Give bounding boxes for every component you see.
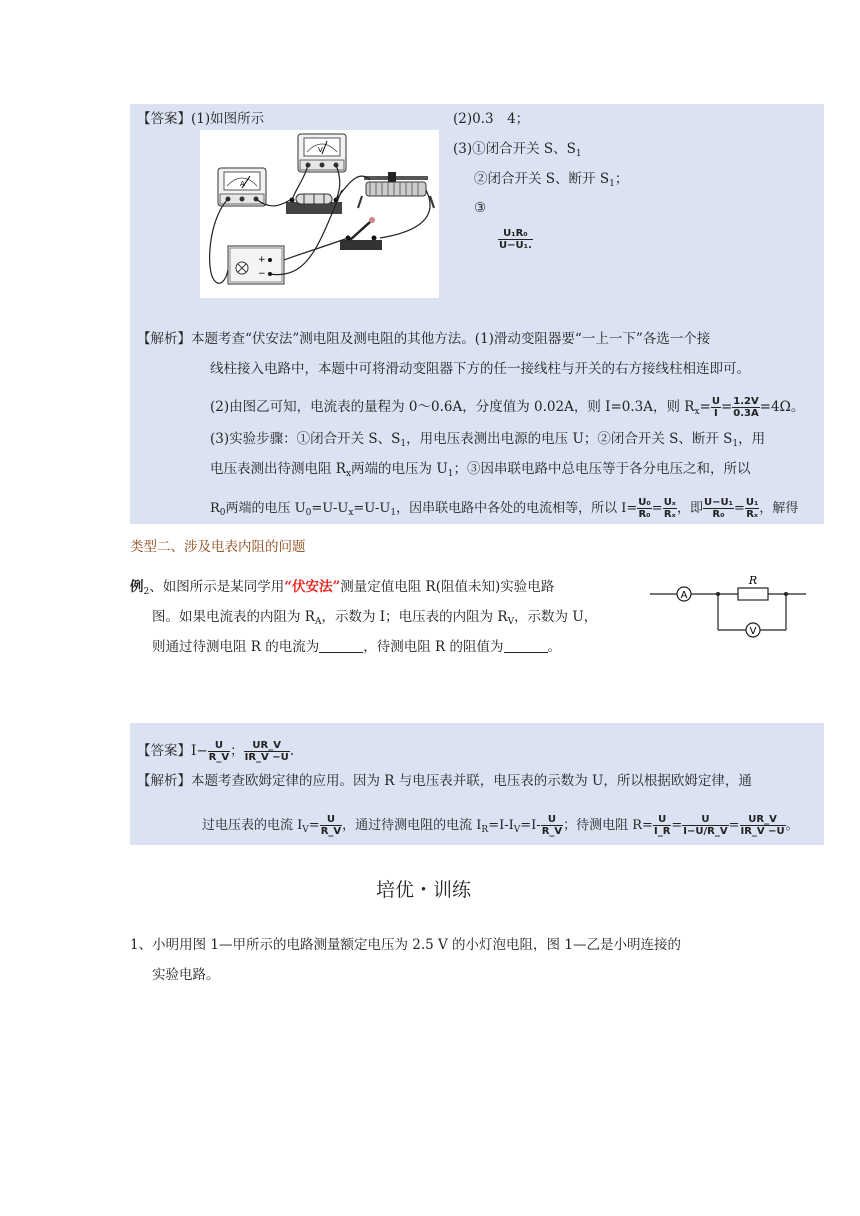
example-label: 例 [130,579,144,595]
text: ，因串联电路中各处的电流相等，所以 I= [396,501,638,516]
fraction-denominator: R₀ [712,509,725,520]
answer1-p3-text: (3)①闭合开关 S、S [453,141,576,157]
analysis1-line4 [210,430,765,453]
text: R [210,501,220,516]
analysis1-line6: $R_0$两端的电压 $U_0=U-U_x=U-U_1$，因串联电路中各处的电流相等，所以 I= $\frac{\text{U₀}}{\text{R₀}}$ = $\frac{\text{Uₓ}}{\text{Rₓ}}$ ，即 $\frac{\text{U−U₁}}{\text{R₀}}$ = $\frac{\text{U₁}}{\text{Rₓ}}$ ，解得 [210,497,799,520]
answer1-p3 [453,140,582,163]
text: ；待测电阻 R= [563,818,653,833]
circuit-photo [200,130,439,298]
text: ，即 [676,501,703,516]
ammeter-icon [218,168,266,206]
subscript: V [507,617,515,627]
text: ，示数为 I；电压表的内阻为 R [321,609,508,625]
subscript: 1 [447,469,454,479]
text: ； [230,743,244,759]
fraction-denominator: I [714,408,718,419]
subscript: 1 [732,439,739,449]
example2-line1 [130,578,554,601]
voltmeter-icon [298,134,346,172]
subscript: x [345,469,352,479]
subscript: A [314,617,322,627]
text: 电压表测出待测电阻 R [210,461,346,477]
answer2-line [137,740,294,763]
fraction [663,497,677,520]
circuit-diagram [648,574,808,644]
battery-box-icon [228,246,284,284]
subscript: 0 [219,508,226,518]
fraction [682,814,728,837]
text: 两端的电压为 U [351,461,448,477]
fraction [711,396,721,419]
fraction-numerator: U [541,814,563,826]
fraction-denominator: R_V [541,826,563,837]
text: ，示数为 U， [514,609,598,625]
analysis1-line2: 线柱接入电路中，本题中可将滑动变阻器下方的任一接线柱与开关的右方接线柱相连即可。 [210,361,750,377]
answer1-step2 [474,170,628,193]
example2-line3 [152,638,561,656]
voltmeter-symbol-label: V [749,626,757,637]
analysis1-result: =4Ω。 [759,399,805,415]
fraction-denominator: R₀ [638,509,651,520]
fraction-numerator: 1.2V [733,396,759,407]
text: ，待测电阻 R 的阻值为 [363,639,504,655]
fraction-denominator: I_R [653,826,671,837]
fraction-numerator: Uₓ [663,497,676,508]
text: ；③因串联电路中总电压等于各分电压之和，所以 [453,461,751,477]
text: . [289,743,295,759]
analysis1-text3: (2)由图乙可知，电流表的量程为 0～0.6A，分度值为 0.02A，则 I=0.3A，则 R [210,399,695,415]
answer-tag: 【答案】 [137,111,191,127]
fraction [208,740,230,763]
analysis1-line5 [210,460,750,483]
highlight-term: “伏安法” [284,579,341,595]
text: ，通过待测电阻的电流 I [342,818,482,833]
text: ，用电压表测出电源的电压 U；②闭合开关 S、断开 S [406,431,733,447]
text: = [308,818,320,833]
fraction-denominator: 0.3A [733,408,759,419]
type2-heading: 类型二、涉及电表内阻的问题 [130,539,306,555]
fraction-numerator: U [711,396,720,407]
question1-line1: 1、小明用图 1—甲所示的电路测量额定电压为 2.5 V 的小灯泡电阻，图 1—乙是小明连接的 [130,937,681,953]
fraction [244,740,290,763]
subscript: 1 [575,149,582,159]
fraction-denominator: U−U₁. [499,240,532,251]
text: 两端的电压 U [225,501,306,516]
fraction-numerator: U [653,814,671,826]
fraction-numerator: U₀ [638,497,651,508]
analysis1-line1 [137,330,710,348]
fraction-numerator: UR_V [740,814,786,826]
fraction-denominator: Rₓ [746,509,759,520]
text: ，用 [738,431,766,447]
fraction [732,396,759,419]
svg-text:V: V [318,146,323,154]
section-title: 培优・训练 [376,879,472,901]
answer-blank-2[interactable] [504,640,548,653]
answer-blank-1[interactable] [319,640,363,653]
subscript: x [694,407,700,417]
fraction-numerator: UR_V [244,740,290,752]
text: =I-I [488,818,514,833]
text: 测量定值电阻 R(阻值未知)实验电路 [340,579,555,595]
text: =U-U [311,501,349,516]
fraction [320,814,342,837]
answer1-step3: ③ [474,200,487,216]
subscript: x [348,508,354,518]
text: 、如图所示是某同学用 [149,579,285,595]
text: 本题考查欧姆定律的应用。因为 R 与电压表并联，电压表的示数为 U，所以根据欧姆定律，通 [191,773,752,789]
subscript: V [513,825,521,835]
text: 则通过待测电阻 R 的电流为 [152,639,320,655]
fraction [541,814,563,837]
step2-text: ②闭合开关 S、断开 S [474,171,610,187]
analysis1-text1: 本题考查“伏安法”测电阻及测电阻的其他方法。(1)滑动变阻器要“一上一下”各选一个接 [191,331,711,347]
text: ，解得 [759,501,799,516]
svg-text:+: + [258,255,266,265]
text: = [671,818,683,833]
fraction [653,814,671,837]
subscript: R [481,825,489,835]
question1-line2: 实验电路。 [152,967,220,983]
fraction [703,497,734,520]
fraction [498,228,533,251]
text: (3)实验步骤：①闭合开关 S、S [210,431,401,447]
svg-text:A: A [240,180,245,188]
answer1-fraction [498,228,533,251]
fraction-denominator: R_V [208,752,230,763]
fraction [745,497,760,520]
text: = [728,818,740,833]
subscript: 1 [400,439,407,449]
subscript: 1 [390,508,397,518]
example-number: 2 [143,587,150,597]
text: I− [191,743,208,759]
analysis2-line1 [137,772,752,790]
step2-suffix: ； [614,171,629,187]
text: =I- [520,818,541,833]
fraction [637,497,652,520]
equals: = [720,399,733,415]
resistor-label: R [748,574,758,587]
switch-icon [340,217,382,250]
fraction-denominator: I−U/R_V [683,826,728,837]
fraction-numerator: U [682,814,728,826]
fraction-numerator: U [320,814,342,826]
subscript: V [302,825,309,835]
fraction-denominator: IR_V −U [740,826,785,837]
equals: = [699,399,711,415]
fraction-numerator: U₁R₀ [498,228,533,240]
ammeter-symbol-label: A [680,590,688,601]
answer-tag: 【答案】 [137,743,191,759]
fraction-denominator: R_V [320,826,342,837]
fraction-numerator: U−U₁ [703,497,733,508]
fraction [740,814,786,837]
rheostat-icon [358,172,434,208]
text: 。 [785,818,799,833]
analysis-tag: 【解析】 [137,773,191,789]
answer1-text: (1)如图所示 [191,111,265,127]
svg-text:−: − [258,269,266,279]
fraction-numerator: U₁ [745,497,759,508]
text: =U-U [353,501,391,516]
analysis-tag: 【解析】 [137,331,191,347]
subscript: 1 [609,179,615,189]
text: 。 [547,639,561,655]
answer1-line1 [137,110,264,128]
fraction-numerator: U [208,740,230,752]
text: 过电压表的电流 I [202,818,303,833]
fraction-denominator: Rₓ [663,509,676,520]
answer1-p2: (2)0.3 4； [453,111,530,127]
text: 图。如果电流表的内阻为 R [152,609,315,625]
analysis2-line2 [202,814,799,839]
analysis1-line3 [210,396,804,421]
example2-line2 [152,608,597,631]
fraction-denominator: IR_V −U [244,752,289,763]
subscript: 0 [305,508,312,518]
